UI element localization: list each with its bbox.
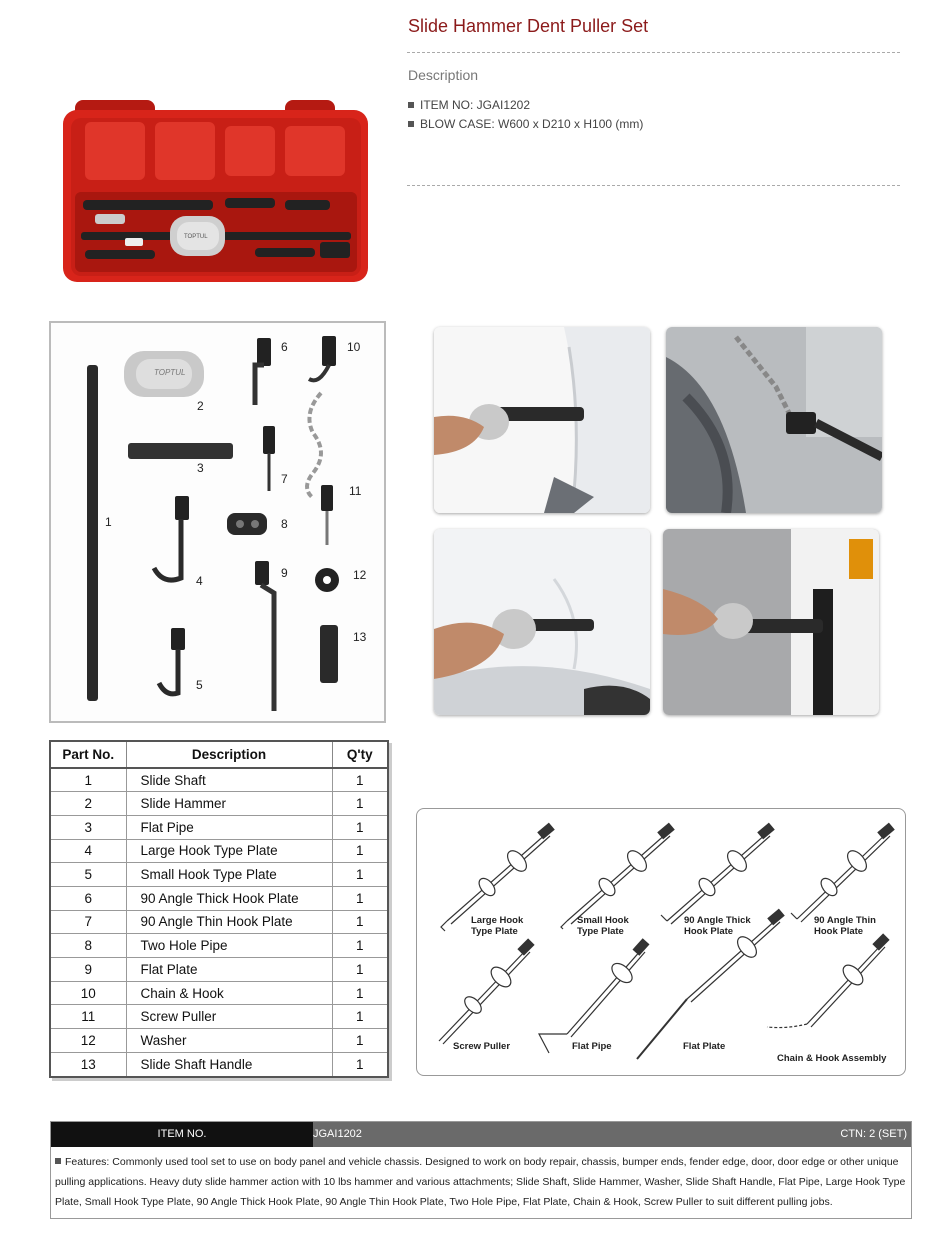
usage-photo: [434, 529, 650, 715]
part-number-label: 8: [281, 517, 288, 531]
divider: [407, 185, 900, 186]
cell-part-no: 10: [51, 981, 126, 1005]
case-image: [55, 92, 375, 287]
cell-qty: 1: [332, 1029, 387, 1053]
assembly-label: Flat Plate: [683, 1041, 726, 1052]
features-text-block: [51, 1147, 911, 1218]
table-row: [51, 1005, 387, 1029]
parts-diagram: [49, 321, 386, 723]
part-number-label: 9: [281, 566, 288, 580]
cell-qty: 1: [332, 839, 387, 863]
cell-qty: 1: [355, 1056, 364, 1072]
usage-photo: [666, 327, 882, 513]
cell-qty: 1: [332, 863, 387, 887]
usage-photo: [434, 327, 650, 513]
cell-qty: 1: [332, 1005, 387, 1029]
table-row: [51, 839, 387, 863]
part-number-label: 5: [196, 678, 203, 692]
table-row: [51, 958, 387, 982]
part-number-label: 1: [105, 515, 112, 529]
table-row: [51, 886, 387, 910]
cell-qty: 1: [332, 981, 387, 1005]
cell-part-no: 13: [51, 1052, 126, 1076]
part-number-label: 6: [281, 340, 288, 354]
part-number-label: 3: [197, 461, 204, 475]
usage-photo: [663, 529, 879, 715]
table-row: [51, 792, 387, 816]
cell-qty: 1: [332, 958, 387, 982]
cell-part-no: 7: [51, 910, 126, 934]
cell-qty: 1: [332, 792, 387, 816]
cell-description: Chain & Hook: [126, 981, 332, 1005]
cell-description: Washer: [126, 1029, 332, 1053]
spec-list: [408, 96, 643, 134]
cell-part-no: 1: [51, 768, 126, 792]
ctn-value: CTN: 2 (SET): [840, 1128, 907, 1140]
cell-part-no: 3: [51, 815, 126, 839]
cell-description: Small Hook Type Plate: [126, 863, 332, 887]
cell-description: 90 Angle Thick Hook Plate: [126, 886, 332, 910]
cell-description: Slide Shaft: [126, 768, 332, 792]
cell-part-no: 8: [51, 934, 126, 958]
table-row: [51, 815, 387, 839]
bullet-square-icon: [55, 1158, 61, 1164]
spec-blow-case: BLOW CASE: W600 x D210 x H100 (mm): [408, 115, 643, 134]
case-brand-text: TOPTUL: [184, 234, 208, 240]
cell-part-no: 11: [51, 1005, 126, 1029]
cell-part-no: 12: [51, 1029, 126, 1053]
item-no-label: ITEM NO.: [51, 1122, 313, 1147]
product-title: Slide Hammer Dent Puller Set: [408, 16, 649, 36]
table-row: [51, 910, 387, 934]
cell-description: Slide Hammer: [126, 792, 332, 816]
item-no-value: JGAI1202: [313, 1128, 362, 1140]
cell-qty: 1: [332, 910, 387, 934]
cell-qty: 1: [332, 934, 387, 958]
part-number-label: 10: [347, 340, 361, 354]
item-no-value-cell: [313, 1122, 911, 1147]
table-row: [51, 1052, 387, 1076]
table-row: [51, 768, 387, 792]
column-header: Description: [126, 742, 332, 768]
info-header: [51, 1122, 911, 1147]
part-number-label: 12: [353, 568, 367, 582]
cell-qty: 1: [332, 768, 387, 792]
part-number-label: 4: [196, 574, 203, 588]
table-header-row: [51, 742, 387, 768]
table-row: [51, 934, 387, 958]
item-info-table: [50, 1121, 912, 1219]
cell-description: Flat Plate: [126, 958, 332, 982]
bullet-square-icon: [408, 121, 414, 127]
assembly-label: Screw Puller: [453, 1041, 511, 1052]
cell-part-no: 5: [51, 863, 126, 887]
cell-qty: 1: [332, 815, 387, 839]
column-header: Q'ty: [332, 742, 387, 768]
assembly-label: 90 Angle Thin Hook Plate: [814, 915, 876, 937]
assembly-label: 90 Angle Thick Hook Plate: [684, 915, 751, 937]
cell-description: Two Hole Pipe: [126, 934, 332, 958]
parts-drawing: [51, 323, 384, 721]
part-number-label: 2: [197, 399, 204, 413]
assembly-label: Large Hook Type Plate: [471, 915, 524, 937]
cell-description: Flat Pipe: [126, 815, 332, 839]
cell-description: Slide Shaft Handle: [126, 1052, 332, 1076]
cell-part-no: 2: [51, 792, 126, 816]
description-heading: Description: [408, 67, 479, 83]
cell-description: Screw Puller: [126, 1005, 332, 1029]
table-row: [51, 981, 387, 1005]
cell-part-no: 4: [51, 839, 126, 863]
column-header: Part No.: [51, 742, 126, 768]
spec-item-no: ITEM NO: JGAI1202: [408, 96, 643, 115]
divider: [407, 52, 900, 53]
assembly-label: Small Hook Type Plate: [577, 915, 629, 937]
assembly-label: Flat Pipe: [572, 1041, 612, 1052]
cell-description: Large Hook Type Plate: [126, 839, 332, 863]
cell-description: 90 Angle Thin Hook Plate: [126, 910, 332, 934]
part-number-label: 11: [349, 484, 362, 498]
cell-qty: 1: [332, 886, 387, 910]
hammer-brand-text: TOPTUL: [154, 368, 186, 377]
part-number-label: 13: [353, 630, 367, 644]
table-row: [51, 863, 387, 887]
assembly-drawing: [417, 809, 905, 1075]
features-text: Features: Commonly used tool set to use on body panel and vehicle chassis. Designed to work on body repair, chassis, bumper ends, fender edge, door, door edge or other unique pulling applications. Heavy duty slide hammer action with 10 lbs hammer and various attachments; Slide Shaft, Slide Hammer, Washer, Slide Shaft Handle, Flat Pipe, Large Hook Type Plate, Small Hook Type Plate, 90 Angle Thick Hook Plate, 90 Angle Thin Hook Plate, Two Hole Pipe, Flat Plate, Chain & Hook, Screw Puller to suit different pulling jobs.: [55, 1156, 906, 1208]
part-number-label: 7: [281, 472, 288, 486]
assembly-label: Chain & Hook Assembly: [777, 1053, 887, 1064]
parts-table: [49, 740, 389, 1078]
table-row: [51, 1029, 387, 1053]
bullet-square-icon: [408, 102, 414, 108]
cell-part-no: 9: [51, 958, 126, 982]
assembly-diagram: [416, 808, 906, 1076]
cell-part-no: 6: [51, 886, 126, 910]
